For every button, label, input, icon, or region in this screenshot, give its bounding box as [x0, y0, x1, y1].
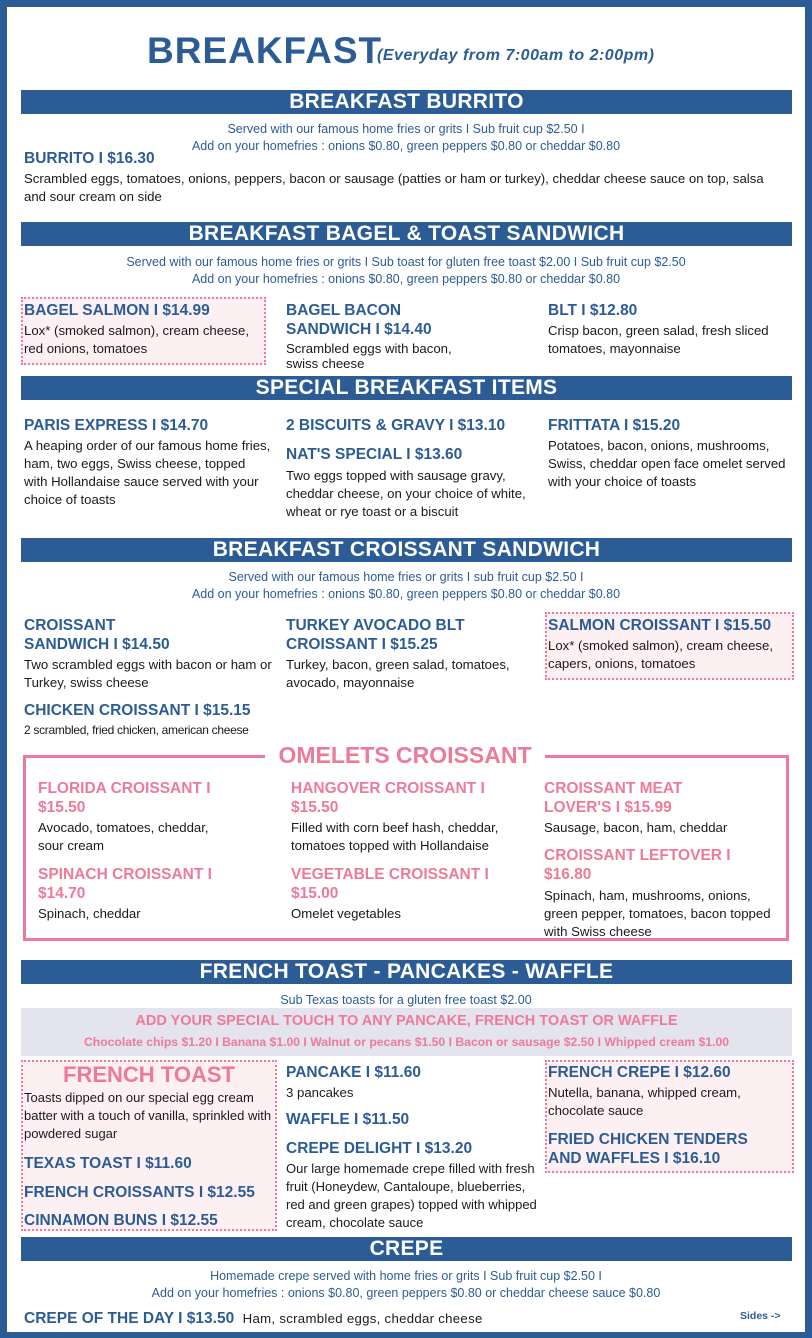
- bagel-sub2: Add on your homefries : onions $0.80, green peppers $0.80 or cheddar $0.80: [191, 272, 621, 286]
- crepe-delight-desc: Our large homemade crepe filled with fresh fruit (Honeydew, Cantaloupe, blueberries, red and green grapes) topped with whipped cream, chocolate sauce: [286, 1161, 537, 1230]
- florida-desc: Avocado, tomatoes, cheddar, sour cream: [38, 820, 209, 853]
- french-crepe-title: FRENCH CREPE I $12.60: [548, 1064, 731, 1081]
- french-toast-desc: Toasts dipped on our special egg cream batter with a touch of vanilla, sprinkled with powdered sugar: [24, 1090, 272, 1141]
- special-touch-band: [21, 1008, 792, 1056]
- crepe-of-day-desc: Ham, scrambled eggs, cheddar cheese: [242, 1311, 483, 1326]
- burrito-sub2: Add on your homefries : onions $0.80, green peppers $0.80 or cheddar $0.80: [191, 139, 621, 153]
- blt-desc: Crisp bacon, green salad, fresh sliced tomatoes, mayonnaise: [548, 323, 769, 356]
- spinach-title: SPINACH CROISSANT I $14.70: [38, 866, 212, 902]
- section-header-crepe: CREPE: [21, 1237, 792, 1261]
- salmon-croissant-title: SALMON CROISSANT I $15.50: [548, 617, 772, 634]
- section-header-french: FRENCH TOAST - PANCAKES - WAFFLE: [21, 960, 792, 984]
- vegetable-desc: Omelet vegetables: [291, 906, 401, 921]
- frittata-title: FRITTATA I $15.20: [548, 417, 681, 434]
- pancake-title: PANCAKE I $11.60: [286, 1064, 421, 1081]
- sides-link[interactable]: Sides ->: [740, 1310, 781, 1322]
- crepe-sub1: Homemade crepe served with home fries or grits I Sub fruit cup $2.50 I: [210, 1269, 602, 1283]
- chicken-croissant-desc: 2 scrambled, fried chicken, american cheese: [24, 723, 249, 737]
- crepe-delight-title: CREPE DELIGHT I $13.20: [286, 1140, 473, 1157]
- french-sub1: Sub Texas toasts for a gluten free toast $2.00: [280, 993, 532, 1007]
- tenders-title: FRIED CHICKEN TENDERS AND WAFFLES I $16.10: [548, 1131, 748, 1167]
- cinnamon-buns-title: CINNAMON BUNS I $12.55: [24, 1212, 218, 1229]
- french-toast-title: FRENCH TOAST: [63, 1062, 235, 1087]
- leftover-title: CROISSANT LEFTOVER I $16.80: [544, 847, 731, 883]
- bagel-bacon-title: BAGEL BACON SANDWICH I $14.40: [286, 302, 432, 338]
- special-touch-title: ADD YOUR SPECIAL TOUCH TO ANY PANCAKE, FRENCH TOAST OR WAFFLE: [135, 1013, 678, 1029]
- hangover-title: HANGOVER CROISSANT I $15.50: [291, 780, 485, 816]
- paris-express-desc: A heaping order of our famous home fries, ham, two eggs, Swiss cheese, topped with Hollandaise sauce served with your choice of toasts: [24, 438, 271, 507]
- hangover-desc: Filled with corn beef hash, cheddar, tomatoes topped with Hollandaise: [291, 820, 499, 853]
- hours-text: (Everyday from 7:00am to 2:00pm): [377, 47, 655, 64]
- french-croissants-title: FRENCH CROISSANTS I $12.55: [24, 1184, 255, 1201]
- burrito-desc-line2: and sour cream on side: [24, 189, 162, 204]
- crepe-of-day-title: CREPE OF THE DAY I $13.50: [24, 1310, 235, 1327]
- nats-special-title: NAT'S SPECIAL I $13.60: [286, 446, 463, 463]
- crepe-sub2: Add on your homefries : onions $0.80, green peppers $0.80 or cheddar cheese sauce $0.80: [151, 1286, 661, 1300]
- biscuits-title: 2 BISCUITS & GRAVY I $13.10: [286, 417, 506, 434]
- section-header-burrito: BREAKFAST BURRITO: [21, 90, 792, 114]
- burrito-sub1: Served with our famous home fries or grits I Sub fruit cup $2.50 I: [227, 122, 585, 136]
- nats-special-desc: Two eggs topped with sausage gravy, cheddar cheese, on your choice of white, wheat or rye toast or a biscuit: [286, 468, 526, 519]
- paris-express-title: PARIS EXPRESS I $14.70: [24, 417, 209, 434]
- turkey-avocado-desc: Turkey, bacon, green salad, tomatoes, avocado, mayonnaise: [286, 657, 510, 690]
- croissant-sub1: Served with our famous home fries or grits I sub fruit cup $2.50 I: [228, 570, 584, 584]
- croissant-sandwich-title: CROISSANT SANDWICH I $14.50: [24, 617, 170, 653]
- bagel-salmon-title: BAGEL SALMON I $14.99: [24, 302, 210, 319]
- page-title: BREAKFAST: [147, 30, 383, 71]
- section-header-bagel: BREAKFAST BAGEL & TOAST SANDWICH: [21, 222, 792, 246]
- french-crepe-desc: Nutella, banana, whipped cream, chocolate sauce: [548, 1085, 741, 1118]
- section-header-croissant: BREAKFAST CROISSANT SANDWICH: [21, 538, 792, 562]
- bagel-sub1: Served with our famous home fries or grits I Sub toast for gluten free toast $2.00 I Sub fruit cup $2.50: [126, 255, 686, 269]
- bagel-bacon-desc: Scrambled eggs with bacon, swiss cheese: [286, 341, 452, 371]
- burrito-title: BURRITO I $16.30: [24, 150, 155, 167]
- meat-lovers-title: CROISSANT MEAT LOVER'S I $15.99: [544, 780, 683, 816]
- omelets-title: OMELETS CROISSANT: [265, 737, 545, 773]
- pancake-desc: 3 pancakes: [286, 1085, 354, 1100]
- croissant-sandwich-desc: Two scrambled eggs with bacon or ham or Turkey, swiss cheese: [24, 657, 272, 690]
- blt-title: BLT I $12.80: [548, 302, 638, 319]
- texas-toast-title: TEXAS TOAST I $11.60: [24, 1155, 192, 1172]
- section-header-special: SPECIAL BREAKFAST ITEMS: [21, 376, 792, 400]
- bagel-salmon-desc: Lox* (smoked salmon), cream cheese, red onions, tomatoes: [24, 323, 250, 356]
- frittata-desc: Potatoes, bacon, onions, mushrooms, Swiss, cheddar open face omelet served with your choice of toasts: [548, 438, 786, 489]
- leftover-desc: Spinach, ham, mushrooms, onions, green pepper, tomatoes, bacon topped with Swiss cheese: [544, 888, 771, 939]
- salmon-croissant-desc: Lox* (smoked salmon), cream cheese, capers, onions, tomatoes: [548, 638, 774, 671]
- special-touch-sub: Chocolate chips $1.20 I Banana $1.00 I Walnut or pecans $1.50 I Bacon or sausage $2.50 I Whipped cream $1.00: [83, 1035, 730, 1049]
- burrito-desc-line1: Scrambled eggs, tomatoes, onions, peppers, bacon or sausage (patties or ham or turkey), cheddar cheese sauce on top, salsa: [24, 171, 764, 186]
- waffle-title: WAFFLE I $11.50: [286, 1111, 410, 1128]
- croissant-sub2: Add on your homefries : onions $0.80, green peppers $0.80 or cheddar $0.80: [191, 587, 621, 601]
- spinach-desc: Spinach, cheddar: [38, 906, 141, 921]
- turkey-avocado-title: TURKEY AVOCADO BLT CROISSANT I $15.25: [286, 617, 465, 653]
- meat-lovers-desc: Sausage, bacon, ham, cheddar: [544, 820, 728, 835]
- vegetable-title: VEGETABLE CROISSANT I $15.00: [291, 866, 489, 902]
- crepe-of-day-row: [24, 1309, 483, 1328]
- florida-title: FLORIDA CROISSANT I $15.50: [38, 780, 211, 816]
- chicken-croissant-title: CHICKEN CROISSANT I $15.15: [24, 702, 251, 719]
